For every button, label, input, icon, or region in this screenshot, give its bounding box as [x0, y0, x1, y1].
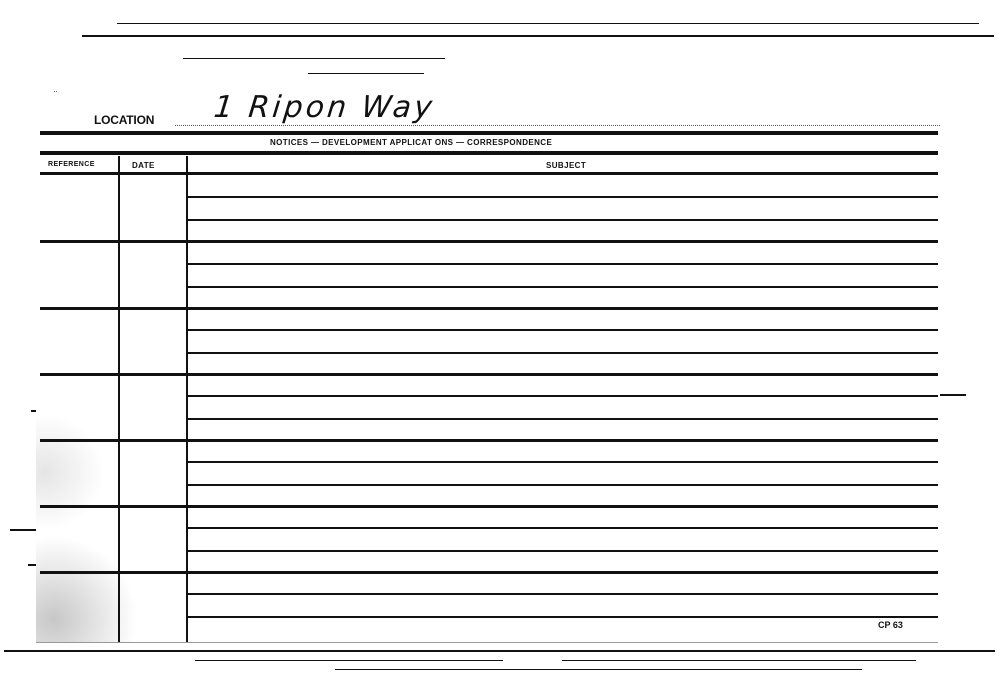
record-card-form — [36, 76, 938, 643]
scan-line-top-2 — [82, 35, 994, 37]
subject-line — [188, 593, 938, 595]
form-code: CP 63 — [878, 620, 903, 630]
location-dotted-line — [175, 125, 940, 126]
subject-line — [188, 527, 938, 529]
scan-line-side-right — [940, 394, 966, 396]
scan-line-top-1 — [117, 23, 979, 24]
subject-line — [188, 616, 938, 618]
section-title: NOTICES — DEVELOPMENT APPLICAT ONS — CORRESPONDENCE — [270, 138, 553, 147]
scan-speck: ¨ — [54, 90, 58, 101]
location-handwritten-value: 1 Ripon Way — [212, 90, 437, 125]
subject-line — [188, 352, 938, 354]
subject-line — [188, 196, 938, 198]
scan-line-bottom-2 — [195, 660, 503, 661]
column-header-subject: SUBJECT — [546, 161, 587, 170]
scan-line-bottom-4 — [335, 669, 862, 670]
subject-line — [188, 395, 938, 397]
subject-line — [188, 484, 938, 486]
column-header-reference: REFERENCE — [48, 161, 95, 168]
column-header-rule — [40, 172, 938, 175]
subject-line — [188, 286, 938, 288]
location-label: LOCATION — [94, 113, 155, 127]
entry-separator-4 — [40, 439, 938, 442]
subject-line — [188, 219, 938, 221]
column-divider-date-subject — [186, 156, 188, 642]
entry-separator-2 — [40, 307, 938, 310]
entry-separator-6 — [40, 571, 938, 574]
scan-line-bottom-1 — [4, 650, 995, 652]
subject-line — [188, 418, 938, 420]
subject-line — [188, 461, 938, 463]
subject-line — [188, 263, 938, 265]
subject-line — [188, 329, 938, 331]
entry-separator-1 — [40, 240, 938, 243]
entry-separator-3 — [40, 373, 938, 376]
scan-line-bottom-3 — [562, 660, 916, 661]
header-rule-mid — [40, 151, 938, 155]
column-header-date: DATE — [132, 161, 155, 170]
entry-separator-5 — [40, 505, 938, 508]
scan-line-top-4 — [308, 73, 424, 74]
subject-line — [188, 550, 938, 552]
scan-line-side-left-3 — [28, 564, 36, 566]
scan-line-side-left-2 — [10, 529, 36, 531]
column-divider-reference-date — [118, 156, 120, 642]
scan-line-top-3 — [183, 58, 445, 59]
header-rule-top — [40, 131, 938, 135]
